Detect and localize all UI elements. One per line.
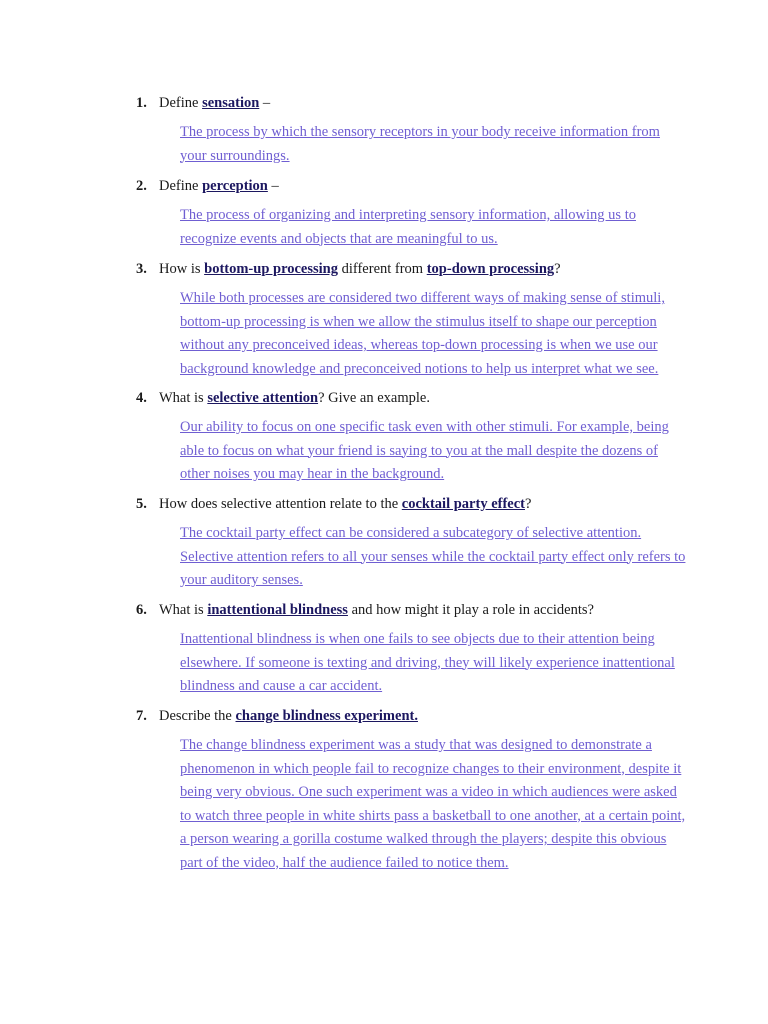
answer-3: While both processes are considered two different ways of making sense of stimuli, bottom-up processing is when we allow the stimulus itself to shape our perception without any preconceived ideas, whereas top-down processing is when we use our background knowledge and preconceived notions to help us interpret what we see. (180, 290, 665, 377)
answer-6: Inattentional blindness is when one fails to see objects due to their attention being elsewhere. If someone is texting and driving, they will likely experience inattentional blindness and cause a car accident. (180, 631, 675, 694)
question-number: 7. (136, 708, 147, 724)
question-text: How does selective attention relate to the (159, 496, 402, 512)
question-number: 2. (136, 178, 147, 194)
question-6 (136, 601, 696, 620)
question-text: Describe the (159, 708, 236, 724)
question-4 (136, 389, 696, 408)
key-term: selective attention (207, 390, 319, 406)
question-text: and how might it play a role in accidents? (347, 602, 594, 618)
key-term: bottom-up processing (204, 261, 338, 277)
question-number: 6. (136, 602, 147, 618)
key-term: top-down processing (426, 261, 555, 277)
question-number: 1. (136, 95, 147, 111)
question-text: – (259, 95, 271, 111)
key-term: inattentional blindness (207, 602, 348, 618)
key-term: change blindness experiment. (235, 708, 418, 724)
answer-2: The process of organizing and interpreting sensory information, allowing us to recognize events and objects that are meaningful to us. (180, 207, 636, 247)
question-text: Define (159, 178, 203, 194)
question-3 (136, 260, 696, 279)
question-5 (136, 495, 696, 514)
question-text: What is (159, 390, 208, 406)
question-number: 3. (136, 261, 147, 277)
question-number: 4. (136, 390, 147, 406)
question-text: Define (159, 95, 203, 111)
question-text: ? Give an example. (318, 390, 430, 406)
question-text: different from (338, 261, 427, 277)
question-text: ? (525, 496, 532, 512)
key-term: cocktail party effect (401, 496, 525, 512)
question-text: What is (159, 602, 208, 618)
key-term: perception (202, 178, 268, 194)
question-number: 5. (136, 496, 147, 512)
question-2 (136, 177, 696, 196)
question-7 (136, 707, 696, 726)
answer-4: Our ability to focus on one specific task even with other stimuli. For example, being able to focus on what your friend is saying to you at the mall despite the dozens of other noises you may hear in the background. (180, 419, 669, 482)
question-text: ? (554, 261, 561, 277)
answer-1: The process by which the sensory receptors in your body receive information from your surroundings. (180, 124, 660, 164)
question-text: How is (159, 261, 205, 277)
key-term: sensation (202, 95, 260, 111)
question-1 (136, 94, 696, 113)
question-text: – (267, 178, 279, 194)
answer-7: The change blindness experiment was a study that was designed to demonstrate a phenomenon in which people fail to recognize changes to their environment, despite it being very obvious. One such experiment was a video in which audiences were asked to watch three people in white shirts pass a basketball to one another, at a certain point, a person wearing a gorilla costume walked through the players; despite this obvious part of the video, half the audience failed to notice them. (180, 737, 686, 871)
answer-5: The cocktail party effect can be considered a subcategory of selective attention. Selective attention refers to all your senses while the cocktail party effect only refers to your auditory senses. (180, 525, 686, 588)
